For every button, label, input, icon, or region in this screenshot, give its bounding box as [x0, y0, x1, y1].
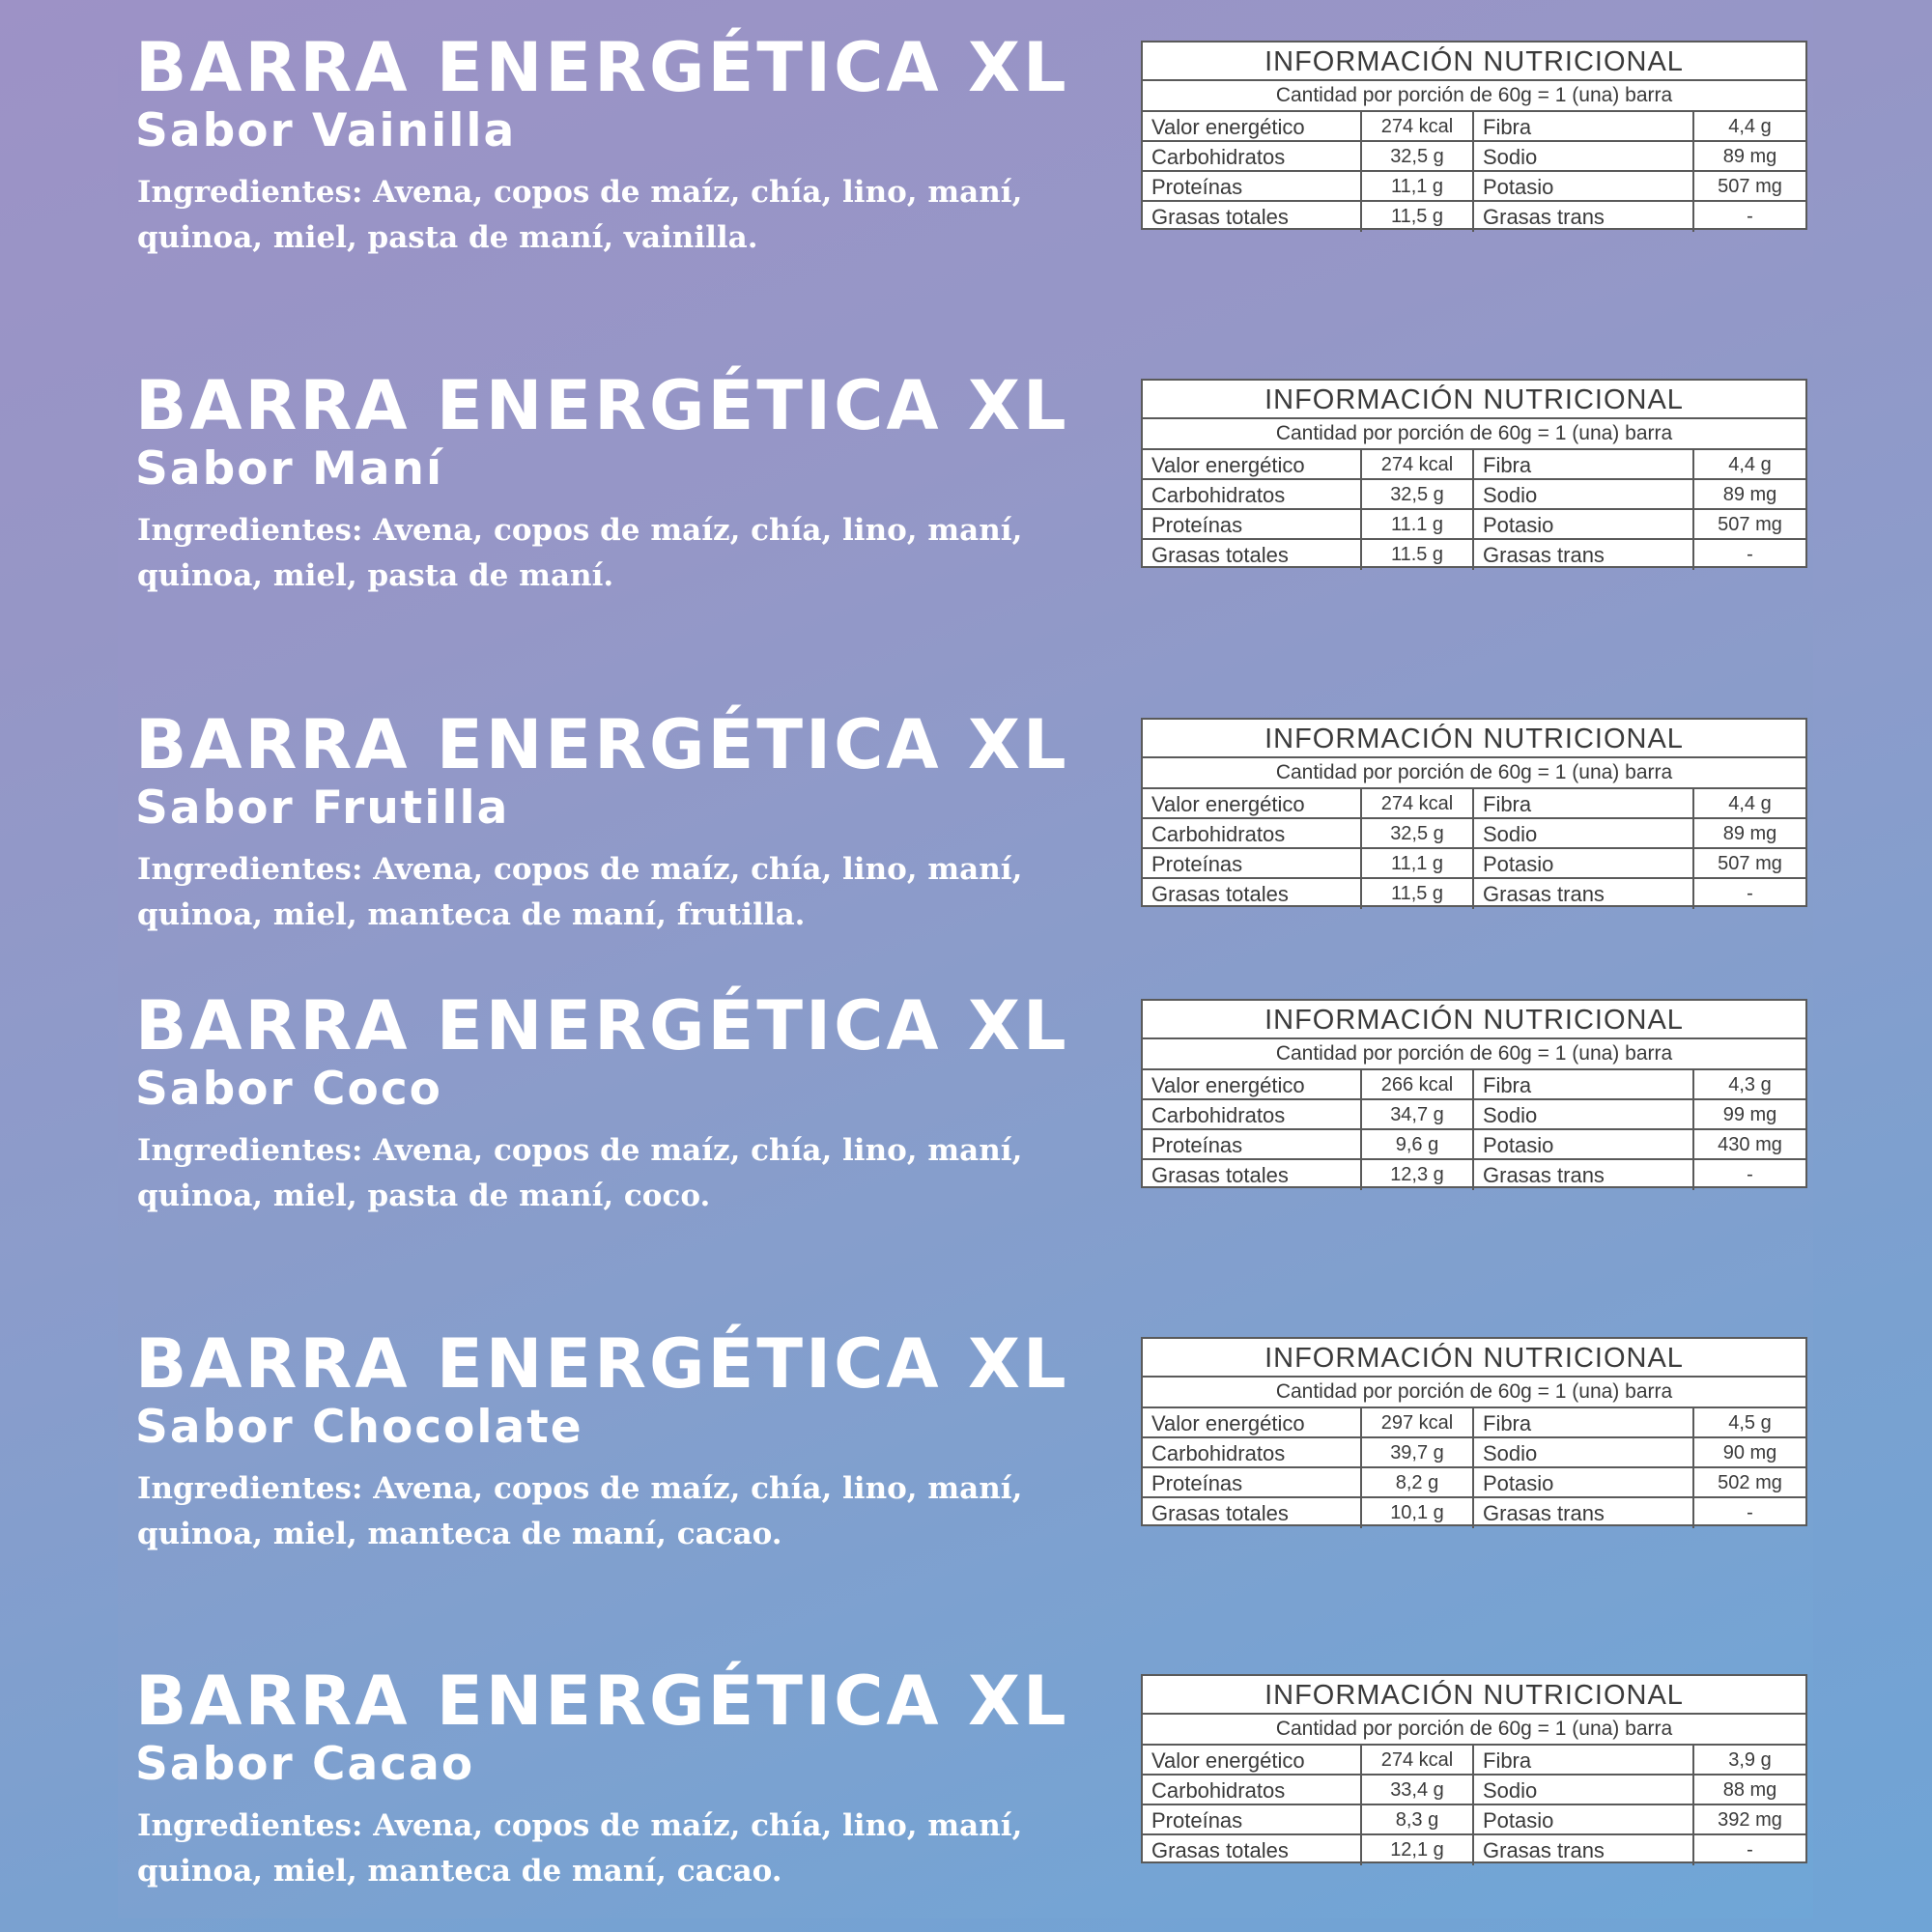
nutrient-value: 32,5 g — [1362, 480, 1474, 510]
nutrient-value: 9,6 g — [1362, 1130, 1474, 1160]
nutrient-label: Sodio — [1474, 1438, 1694, 1468]
product-vainilla — [0, 0, 1932, 255]
nutrient-value: - — [1747, 883, 1753, 904]
nutrient-label: Potasio — [1474, 172, 1694, 202]
nutrient-label: Proteínas — [1143, 1805, 1362, 1835]
nutrient-label: Sodio — [1474, 1100, 1694, 1130]
nutrition-serving: Cantidad por porción de 60g = 1 (una) barra — [1143, 758, 1805, 789]
nutrient-value: 266 kcal — [1362, 1070, 1474, 1100]
nutrient-value: 3,9 g — [1694, 1746, 1805, 1776]
nutrient-label: Fibra — [1474, 1408, 1694, 1438]
nutrient-value: - — [1747, 544, 1753, 565]
product-title: BARRA ENERGÉTICA XL — [135, 986, 1069, 1065]
nutrient-value: 507 mg — [1694, 510, 1805, 540]
product-title: BARRA ENERGÉTICA XL — [135, 1662, 1069, 1741]
nutrition-table — [1141, 1337, 1807, 1526]
nutrition-table — [1141, 379, 1807, 568]
nutrient-value: - — [1747, 206, 1753, 227]
nutrient-label: Potasio — [1474, 1468, 1694, 1498]
nutrient-label: Grasas trans — [1474, 1160, 1694, 1190]
nutrient-label: Proteínas — [1143, 1130, 1362, 1160]
nutrient-label: Sodio — [1474, 142, 1694, 172]
product-ingredients — [137, 508, 1026, 599]
nutrient-value: 11.1 g — [1362, 510, 1474, 540]
nutrient-value: 4,3 g — [1694, 1070, 1805, 1100]
nutrient-label: Grasas totales — [1143, 540, 1362, 570]
product-flavor: Sabor Maní — [135, 442, 444, 496]
product-mani — [0, 338, 1932, 593]
product-flavor: Sabor Cacao — [135, 1738, 475, 1791]
nutrient-label: Grasas totales — [1143, 1835, 1362, 1865]
product-flavor: Sabor Chocolate — [135, 1401, 583, 1454]
nutrition-title: INFORMACIÓN NUTRICIONAL — [1143, 43, 1805, 81]
product-flavor: Sabor Vainilla — [135, 104, 517, 157]
nutrition-serving: Cantidad por porción de 60g = 1 (una) barra — [1143, 419, 1805, 450]
nutrient-label: Potasio — [1474, 849, 1694, 879]
nutrient-value: 274 kcal — [1362, 450, 1474, 480]
nutrient-value: 90 mg — [1694, 1438, 1805, 1468]
nutrient-value: 11,5 g — [1362, 202, 1474, 232]
nutrient-label: Fibra — [1474, 112, 1694, 142]
product-title: BARRA ENERGÉTICA XL — [135, 28, 1069, 107]
nutrient-value: 8,2 g — [1362, 1468, 1474, 1498]
nutrition-grid — [1143, 789, 1805, 909]
ingredients-text: Avena, copos de maíz, chía, lino, maní, quinoa, miel, pasta de maní. — [137, 513, 1023, 593]
nutrient-value: 12,1 g — [1362, 1835, 1474, 1865]
nutrient-value: 507 mg — [1694, 172, 1805, 202]
nutrient-label: Valor energético — [1143, 450, 1362, 480]
nutrition-title: INFORMACIÓN NUTRICIONAL — [1143, 1001, 1805, 1039]
nutrient-label: Carbohidratos — [1143, 1100, 1362, 1130]
nutrient-value: 12,3 g — [1362, 1160, 1474, 1190]
nutrient-label: Grasas totales — [1143, 1160, 1362, 1190]
product-coco — [0, 958, 1932, 1213]
nutrient-value: 10,1 g — [1362, 1498, 1474, 1528]
nutrient-value: 11,5 g — [1362, 879, 1474, 909]
product-ingredients — [137, 170, 1026, 261]
nutrient-value: 8,3 g — [1362, 1805, 1474, 1835]
nutrient-value: 502 mg — [1694, 1468, 1805, 1498]
nutrition-table — [1141, 41, 1807, 230]
product-ingredients — [137, 847, 1026, 938]
nutrient-value: 392 mg — [1694, 1805, 1805, 1835]
nutrient-label: Valor energético — [1143, 1070, 1362, 1100]
ingredients-text: Avena, copos de maíz, chía, lino, maní, quinoa, miel, manteca de maní, frutilla. — [137, 852, 1023, 932]
nutrient-value: 39,7 g — [1362, 1438, 1474, 1468]
nutrient-label: Grasas trans — [1474, 540, 1694, 570]
nutrient-value: 4,5 g — [1694, 1408, 1805, 1438]
nutrition-serving: Cantidad por porción de 60g = 1 (una) barra — [1143, 1378, 1805, 1408]
nutrition-title: INFORMACIÓN NUTRICIONAL — [1143, 1676, 1805, 1715]
nutrient-value: - — [1747, 1164, 1753, 1185]
nutrition-grid — [1143, 112, 1805, 232]
nutrient-label: Carbohidratos — [1143, 1438, 1362, 1468]
nutrient-label: Grasas trans — [1474, 1835, 1694, 1865]
nutrient-label: Carbohidratos — [1143, 142, 1362, 172]
nutrient-label: Sodio — [1474, 1776, 1694, 1805]
nutrient-value: 88 mg — [1694, 1776, 1805, 1805]
nutrient-value: 274 kcal — [1362, 112, 1474, 142]
nutrient-value: 33,4 g — [1362, 1776, 1474, 1805]
nutrient-value: 11.5 g — [1362, 540, 1474, 570]
nutrient-label: Fibra — [1474, 1070, 1694, 1100]
nutrient-value: 89 mg — [1694, 142, 1805, 172]
product-title: BARRA ENERGÉTICA XL — [135, 705, 1069, 784]
product-ingredients — [137, 1466, 1026, 1557]
nutrient-label: Grasas totales — [1143, 202, 1362, 232]
nutrient-value: 34,7 g — [1362, 1100, 1474, 1130]
nutrient-label: Valor energético — [1143, 789, 1362, 819]
nutrient-label: Grasas trans — [1474, 202, 1694, 232]
nutrient-label: Grasas totales — [1143, 879, 1362, 909]
nutrient-value: 89 mg — [1694, 819, 1805, 849]
nutrient-value: - — [1747, 1502, 1753, 1523]
ingredients-label: Ingredientes: — [137, 1133, 363, 1168]
ingredients-text: Avena, copos de maíz, chía, lino, maní, quinoa, miel, pasta de maní, vainilla. — [137, 175, 1023, 255]
product-ingredients — [137, 1804, 1026, 1894]
product-cacao — [0, 1634, 1932, 1889]
product-title: BARRA ENERGÉTICA XL — [135, 366, 1069, 445]
ingredients-text: Avena, copos de maíz, chía, lino, maní, quinoa, miel, manteca de maní, cacao. — [137, 1471, 1023, 1551]
nutrient-label: Carbohidratos — [1143, 480, 1362, 510]
nutrition-grid — [1143, 450, 1805, 570]
nutrition-title: INFORMACIÓN NUTRICIONAL — [1143, 381, 1805, 419]
nutrition-serving: Cantidad por porción de 60g = 1 (una) barra — [1143, 1039, 1805, 1070]
nutrient-label: Sodio — [1474, 480, 1694, 510]
nutrient-value: 32,5 g — [1362, 142, 1474, 172]
product-title: BARRA ENERGÉTICA XL — [135, 1324, 1069, 1404]
nutrition-table — [1141, 999, 1807, 1188]
ingredients-label: Ingredientes: — [137, 1471, 363, 1506]
nutrient-label: Proteínas — [1143, 1468, 1362, 1498]
nutrient-label: Proteínas — [1143, 849, 1362, 879]
product-frutilla — [0, 677, 1932, 932]
nutrient-label: Valor energético — [1143, 112, 1362, 142]
nutrient-value: 32,5 g — [1362, 819, 1474, 849]
nutrient-label: Valor energético — [1143, 1408, 1362, 1438]
nutrient-value: 430 mg — [1694, 1130, 1805, 1160]
ingredients-text: Avena, copos de maíz, chía, lino, maní, quinoa, miel, manteca de maní, cacao. — [137, 1808, 1023, 1889]
product-flavor: Sabor Coco — [135, 1063, 442, 1116]
product-ingredients — [137, 1128, 1026, 1219]
nutrient-label: Grasas trans — [1474, 1498, 1694, 1528]
product-chocolate — [0, 1296, 1932, 1551]
nutrient-value: 297 kcal — [1362, 1408, 1474, 1438]
nutrition-title: INFORMACIÓN NUTRICIONAL — [1143, 720, 1805, 758]
ingredients-label: Ingredientes: — [137, 175, 363, 210]
nutrition-title: INFORMACIÓN NUTRICIONAL — [1143, 1339, 1805, 1378]
nutrient-label: Fibra — [1474, 450, 1694, 480]
nutrient-value: 274 kcal — [1362, 1746, 1474, 1776]
nutrient-label: Potasio — [1474, 510, 1694, 540]
nutrient-label: Fibra — [1474, 1746, 1694, 1776]
ingredients-text: Avena, copos de maíz, chía, lino, maní, quinoa, miel, pasta de maní, coco. — [137, 1133, 1023, 1213]
nutrition-serving: Cantidad por porción de 60g = 1 (una) barra — [1143, 1715, 1805, 1746]
nutrient-value: 4,4 g — [1694, 789, 1805, 819]
nutrient-value: 99 mg — [1694, 1100, 1805, 1130]
nutrient-value: 274 kcal — [1362, 789, 1474, 819]
ingredients-label: Ingredientes: — [137, 513, 363, 548]
nutrition-grid — [1143, 1746, 1805, 1865]
nutrient-value: 4,4 g — [1694, 450, 1805, 480]
nutrition-grid — [1143, 1070, 1805, 1190]
nutrient-value: 89 mg — [1694, 480, 1805, 510]
product-flavor: Sabor Frutilla — [135, 781, 510, 835]
nutrient-label: Sodio — [1474, 819, 1694, 849]
nutrient-value: 11,1 g — [1362, 172, 1474, 202]
nutrient-label: Valor energético — [1143, 1746, 1362, 1776]
nutrient-value: 11,1 g — [1362, 849, 1474, 879]
nutrient-label: Potasio — [1474, 1805, 1694, 1835]
nutrient-label: Fibra — [1474, 789, 1694, 819]
nutrient-label: Grasas totales — [1143, 1498, 1362, 1528]
nutrition-serving: Cantidad por porción de 60g = 1 (una) barra — [1143, 81, 1805, 112]
nutrient-value: 507 mg — [1694, 849, 1805, 879]
nutrient-label: Carbohidratos — [1143, 1776, 1362, 1805]
nutrient-value: 4,4 g — [1694, 112, 1805, 142]
nutrition-table — [1141, 718, 1807, 907]
nutrient-label: Proteínas — [1143, 510, 1362, 540]
nutrient-label: Proteínas — [1143, 172, 1362, 202]
nutrient-value: - — [1747, 1839, 1753, 1861]
ingredients-label: Ingredientes: — [137, 852, 363, 887]
nutrition-grid — [1143, 1408, 1805, 1528]
nutrient-label: Grasas trans — [1474, 879, 1694, 909]
nutrition-table — [1141, 1674, 1807, 1863]
ingredients-label: Ingredientes: — [137, 1808, 363, 1843]
nutrient-label: Carbohidratos — [1143, 819, 1362, 849]
nutrient-label: Potasio — [1474, 1130, 1694, 1160]
